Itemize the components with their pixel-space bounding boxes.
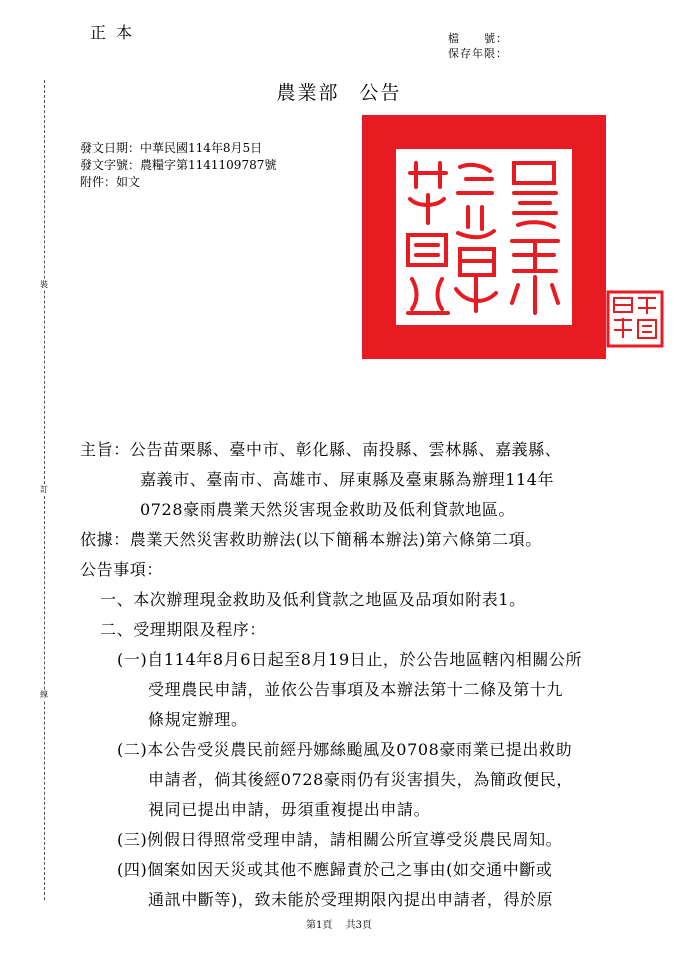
small-official-seal — [606, 290, 664, 348]
sub-item-3: (三)例假日得照常受理申請，請相關公所宣導受災農民周知。 — [117, 830, 563, 849]
attachment-note: 附件：如文 — [80, 175, 141, 189]
page-total: 共3頁 — [345, 920, 372, 931]
official-seal — [362, 115, 606, 359]
document-type: 公告 — [359, 82, 402, 104]
page-footer — [0, 916, 678, 931]
subject-line-2: 嘉義市、臺南市、高雄市、屏東縣及臺東縣為辦理114年 — [140, 470, 555, 489]
document-number: 發文字號：農糧字第1141109787號 — [80, 158, 277, 172]
sub-item-1-line-3: 條規定辦理。 — [148, 710, 248, 729]
small-seal-icon — [606, 290, 664, 348]
subject-line-1: 主旨：公告苗栗縣、臺中市、彰化縣、南投縣、雲林縣、嘉義縣、 — [80, 440, 562, 459]
file-number-label: 檔 號： — [448, 32, 508, 45]
document-title — [0, 78, 678, 105]
sub-item-1-line-2: 受理農民申請，並依公告事項及本辦法第十二條及第十九 — [148, 680, 564, 699]
sub-item-1-line-1: (一)自114年8月6日起至8月19日止，於公告地區轄內相關公所 — [117, 650, 583, 669]
agency-name: 農業部 — [276, 82, 340, 104]
seal-script-icon — [396, 149, 572, 325]
sub-item-2-line-3: 視同已提出申請，毋須重複提出申請。 — [148, 800, 431, 819]
basis-line: 依據：農業天然災害救助辦法(以下簡稱本辦法)第六條第二項。 — [80, 530, 542, 549]
sub-item-4-line-2: 通訊中斷等)，致未能於受理期限內提出申請者，得於原 — [148, 890, 554, 909]
sub-item-2-line-2: 申請者，倘其後經0728豪雨仍有災害損失，為簡政便民， — [148, 770, 573, 789]
issue-date: 發文日期：中華民國114年8月5日 — [80, 141, 263, 155]
notice-item-2: 二、受理期限及程序： — [100, 620, 267, 639]
margin-mark-line: 線 — [40, 690, 48, 699]
margin-mark-staple: 訂 — [40, 485, 48, 494]
notice-heading: 公告事項： — [80, 560, 164, 579]
subject-line-3: 0728豪雨農業天然災害現金救助及低利貸款地區。 — [140, 500, 516, 519]
sub-item-4-line-1: (四)個案如因天災或其他不應歸責於己之事由(如交通中斷或 — [117, 860, 553, 879]
sub-item-2-line-1: (二)本公告受災農民前經丹娜絲颱風及0708豪雨業已提出救助 — [117, 740, 573, 759]
page-number: 第1頁 — [306, 920, 333, 931]
margin-mark-bind: 裝 — [40, 280, 48, 289]
retention-label: 保存年限： — [448, 47, 508, 60]
notice-item-1: 一、本次辦理現金救助及低利貸款之地區及品項如附表1。 — [100, 590, 526, 609]
copy-label: 正本 — [90, 23, 143, 42]
